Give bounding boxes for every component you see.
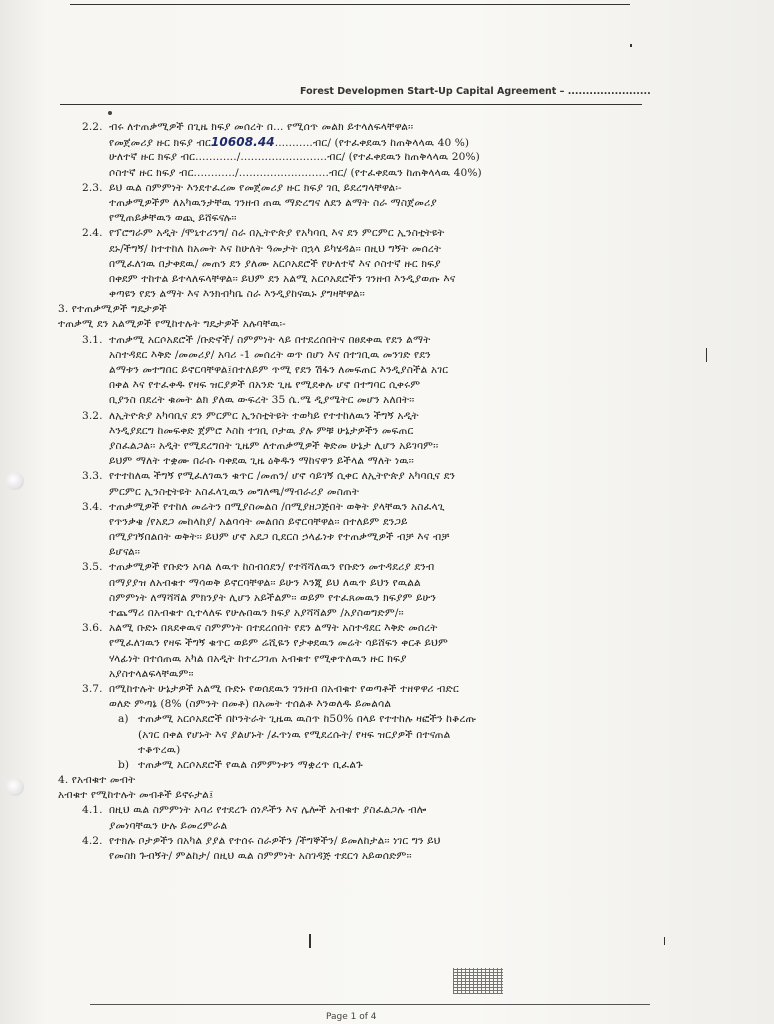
clause-3-3: 3.3. የተተከለዉ ችግኝ የሚፈለገዉን ቁጥር /መጠን/ ሆኖ ሳይገኝ ሲቀር ለኢትዮጵያ አካባቢና ደን ምርምር ኢንስቲትዩት አስፈላጊዉን መግለጫ/ማብራሪያ መስጠት bbox=[82, 470, 456, 498]
document-body bbox=[58, 120, 658, 864]
clause-4-2: 4.2. የተክሉ ቦታዎችን በአካል ያያል የተሰሩ ስራዎችን /ችግኞችን/ ይመለከታል፡፡ ነገር ግን ይህ የመስክ ጉብኝት/ ምልከታ/ በዚህ ዉል ስምምነት አስገዳጅ ተደርጎ አይወሰድም፡፡ bbox=[82, 834, 441, 863]
clause-3-1: 3.1. ተጠቃሚ አርሶአደሮች /ቡድኖች/ ስምምነት ላይ በተደረሰበትና በፀደቀዉ የደን ልማት አስተዳደር እቅድ /መመሪያ/ አባሪ -1 መሰረት ወጥ በሆነ እና በተገቢዉ መንገድ የደን ልማቱን መተግበር ይኖርባቸዋል፤በተለይም ጥሚ የደን ሽፋን ለመፍጠር እንዲያስችል አገር በቀል እና የተፈቀዱ የዛፍ ዝርያዎች በአንድ ጊዜ የሚደቀሉ ሆኖ በተግባር ሲቀሩም ቢያንስ በደረት ቁመት ልክ ያለዉ ውፍረት 35 ሴ.ሜ ዲያሜትር መሆን አለበት፡፡ bbox=[82, 333, 449, 407]
clause-3-7: 3.7. በሚከተሉት ሁኔታዎች አልሚ ቡድኑ የወሰደዉን ገንዘብ በአብቁተ የወጣቶች ተዘዋዋሪ ብድር ወለድ ምጣኔ (8% (ስምንት በመቶ) በአመት ተሰልቶ እንወለዱ ይመልሳል bbox=[82, 682, 459, 711]
clause-3-6: 3.6. አልሚ ቡድኑ በጸደቀዉና ስምምነት በተደረሰበት የደን ልማት አስተዳደር እቅድ መሰረት የሚፈለገዉን የዛፍ ችግኝ ቁጥር ወይም ሬሺዬን የታቀደዉን መሬት ሳይሸፍን ቀርቶ ይህም ሃላፊነት በተሰጠዉ አካል በአዲት ከተረጋገጠ አብቁተ የሚቀጥለዉን ዙር ክፍያ አያስተላልፍላቸዉም፡፡ bbox=[82, 622, 448, 680]
clause-4-1: 4.1. በዚህ ዉል ስምምነት አባሪ የተደረጉ ሰነዶችን እና ሌሎች አብቁተ ያስፈልጋሉ ብሎ ያመነባቸዉን ሁሉ ይመረምራል bbox=[82, 804, 427, 832]
section-4-intro: አብቁተ የሚከተሉት መብቶች ይኖሩታል፤ bbox=[58, 789, 214, 802]
clause-3-4: 3.4. ተጠቃሚዎች የተከለ መሬትን በሚያስመልስ /በሚያዘጋጅበት ወቅት ያላቸዉን አስፈላጊ የጥንቃቄ /የአደጋ መከላከያ/ አልባሳት መልበስ ይኖርባቸዋል፡፡ በተለይም ደንጋይ በሚያገኝበልበት ወቅት፡፡ ይህም ሆኖ አደጋ ቢደርስ ኃላፊነቱ የተጠቃሚዎች ብቻ እና ብቻ ይሆናል፡፡ bbox=[82, 500, 450, 559]
margin-mark bbox=[309, 934, 311, 948]
clause-2-2: 2.2. ብሩ ለተጠቃሚዎች በጊዜ ክፍያ መሰረት በ... የሚሰጥ መልክ ይተላለፍላቸዋል፡፡ የመጀመሪያ ዙር ክፍያ ብር10608.44...........ብር/ (የተፈቀደዉን ከጠቅላላዉ 40 %) ሁለተኛ ዙር ክፍያ ብር............/.........................ብር/ (የተፈቀደዉን ከጠቅላላዉ 20%) ሶስተኛ ዙር ክፍያ ብር............/..........................ብር/ (የተፈቀደዉን ከጠቅላላዉ 40%) bbox=[82, 121, 482, 179]
margin-mark bbox=[630, 44, 632, 47]
clause-3-5: 3.5. ተጠቃሚዎች የቡድን አባል ለዉጥ ከስብሰደን/ የተሻሻለዉን የቡድን መተዳደሪያ ደንብ በማያያዝ ለአብቁተ ማሳወቅ ይኖርባቸዋል፡፡ ይሁን እንጂ ይህ ለዉጥ ይህን የዉልል ስምምነት ለማሻሻል ምክንያት ሊሆን አይችልም፡፡ ወይም የተፈጸመዉን ክፍያም ይሁን ተጨማሪ በአብቁተ ሲተላለፍ የሁሉበዉን ክፍያ አያሻሻልም /አያስወግድም/፡፡ bbox=[82, 561, 437, 619]
section-3-intro: ተጠቃሚ ደን አልሚዎች የሚከተሉት ግዴታዎች አሉባቸዉ፡- bbox=[58, 318, 286, 331]
punch-hole-lower bbox=[6, 778, 24, 796]
handwritten-amount: 10608.44 bbox=[210, 135, 275, 150]
page-header: Forest Developmen Start-Up Capital Agreement – ....................... bbox=[300, 86, 651, 97]
clause-2-4: 2.4. የፕሮግራም አዲት /ሞኒተሪንግ/ ስራ በኢትዮጵያ የአካባቢ እና ደን ምርምር ኢንስቲትዩት ደኑ/ችግኝ/ ከተተከለ ከአመት እና ከሁለት ዓመታት በኋላ ይካሄዳል፡፡ በዚህ ግኝት መሰረት በሚፈለገዉ በታቀደዉ/ መጠን ደን ያለሙ አርሶአደሮች የሁለተኛ እና ሶስተኛ ዙር ክፍያ በቀደም ተከተል ይተላለፍላቸዋል፡፡ ይህም ደን አልሚ አርሶአደሮችን ገንዘብ እንዲያወጡ እና ቀጣዩን የደን ልማት እና እንክብካቤ ስራ እንዲያከናዉኑ ያግዛቸዋል፡፡ bbox=[82, 227, 456, 301]
page-number: Page 1 of 4 bbox=[326, 1012, 377, 1022]
punch-hole-upper bbox=[6, 472, 24, 490]
stamp-mark bbox=[453, 968, 503, 994]
clause-3-7-a: a) ተጠቃሚ አርሶአደሮች በኮንትራት ጊዜዉ ዉስጥ ከ50% በላይ የተተከሉ ዛፎችን ከቆረጡ (አገር በቀል የሆኑት እና ያልሆኑት /ፈጥነዉ የሚደረሱት/ የዛፍ ዝርያዎች በተናጠል ተቆጥረዉ) bbox=[118, 713, 477, 756]
bullet-mark bbox=[108, 111, 112, 115]
top-rule bbox=[70, 4, 630, 5]
clause-3-7-b: b) ተጠቃሚ አርሶአደሮች የዉል ስምምነቱን ማቋረጥ ቢፈልጉ bbox=[118, 758, 363, 771]
clause-2-3: 2.3. ይህ ዉል ስምምነት እንደተፈረመ የመጀመሪያ ዙር ክፍያ ገቢ ይደረግላቸዋል፡- ተጠቃሚዎችም ለአካዉንታቸዉ ገንዘብ ጠዉ ማድረግና ለደን ልማት ስራ ማስጀመሪያ የሚጠይቃቸዉን ወጪ ይሸፍናሉ፡፡ bbox=[82, 181, 437, 225]
header-rule bbox=[60, 104, 642, 105]
footer-rule bbox=[90, 1004, 650, 1005]
section-4-title: 4. የአብቁተ መብት bbox=[58, 774, 136, 787]
clause-3-2: 3.2. ለኢትዮጵያ አካባቢና ደን ምርምር ኢንስቲትዩት ተወካይ የተተከለዉን ችግኝ አዲት እንዲያደርግ ከመፍቀድ ጀምሮ እስከ ተገቢ ቦታዉ ያሉ ምቹ ሁኔታዎችን መፍጠር ያስፈልጋል፡፡ አዲት የሚደረግበት ጊዜም ለተጠቃሚዎች ቅድመ ሁኔታ ሊሆን አይገባም፡፡ ይህም ማለት ተቋሙ በራሱ ባቀደዉ ጊዜ ዕቅዱን ማከናዋን ይችላል ማለት ነዉ፡፡ bbox=[82, 409, 439, 468]
margin-mark bbox=[706, 348, 707, 362]
margin-mark bbox=[664, 937, 665, 945]
section-3-title: 3. የተጠቃሚዎች ግዴታዎች bbox=[58, 303, 168, 316]
